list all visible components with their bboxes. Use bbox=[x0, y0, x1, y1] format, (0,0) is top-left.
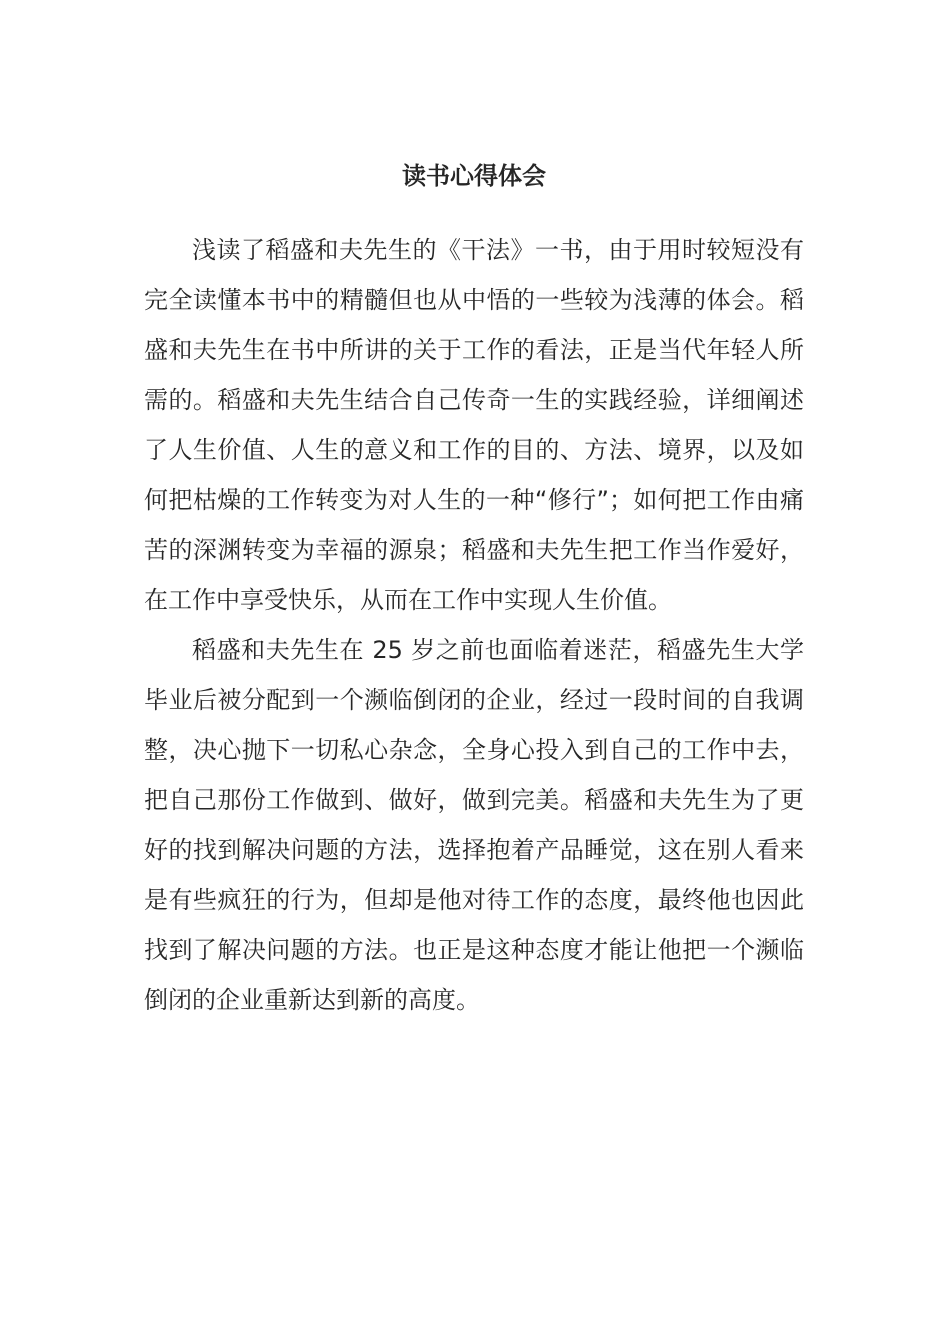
document-title: 读书心得体会 bbox=[402, 162, 546, 190]
paragraph-1: 浅读了稻盛和夫先生的《干法》一书，由于用时较短没有完全读懂本书中的精髓但也从中悟的一些较为浅薄的体会。稻盛和夫先生在书中所讲的关于工作的看法，正是当代年轻人所需的。稻盛和夫先生结合自己传奇一生的实践经验，详细阐述了人生价值、人生的意义和工作的目的、方法、境界，以及如何把枯燥的工作转变为对人生的一种“修行”；如何把工作由痛苦的深渊转变为幸福的源泉；稻盛和夫先生把工作当作爱好，在工作中享受快乐，从而在工作中实现人生价值。 bbox=[144, 236, 804, 614]
paragraph-2: 稻盛和夫先生在 25 岁之前也面临着迷茫，稻盛先生大学毕业后被分配到一个濒临倒闭的企业，经过一段时间的自我调整，决心抛下一切私心杂念，全身心投入到自己的工作中去，把自己那份工作做到、做好，做到完美。稻盛和夫先生为了更好的找到解决问题的方法，选择抱着产品睡觉，这在别人看来是有些疯狂的行为，但却是他对待工作的态度，最终他也因此找到了解决问题的方法。也正是这种态度才能让他把一个濒临倒闭的企业重新达到新的高度。 bbox=[144, 636, 804, 1014]
document-body bbox=[144, 225, 804, 1025]
